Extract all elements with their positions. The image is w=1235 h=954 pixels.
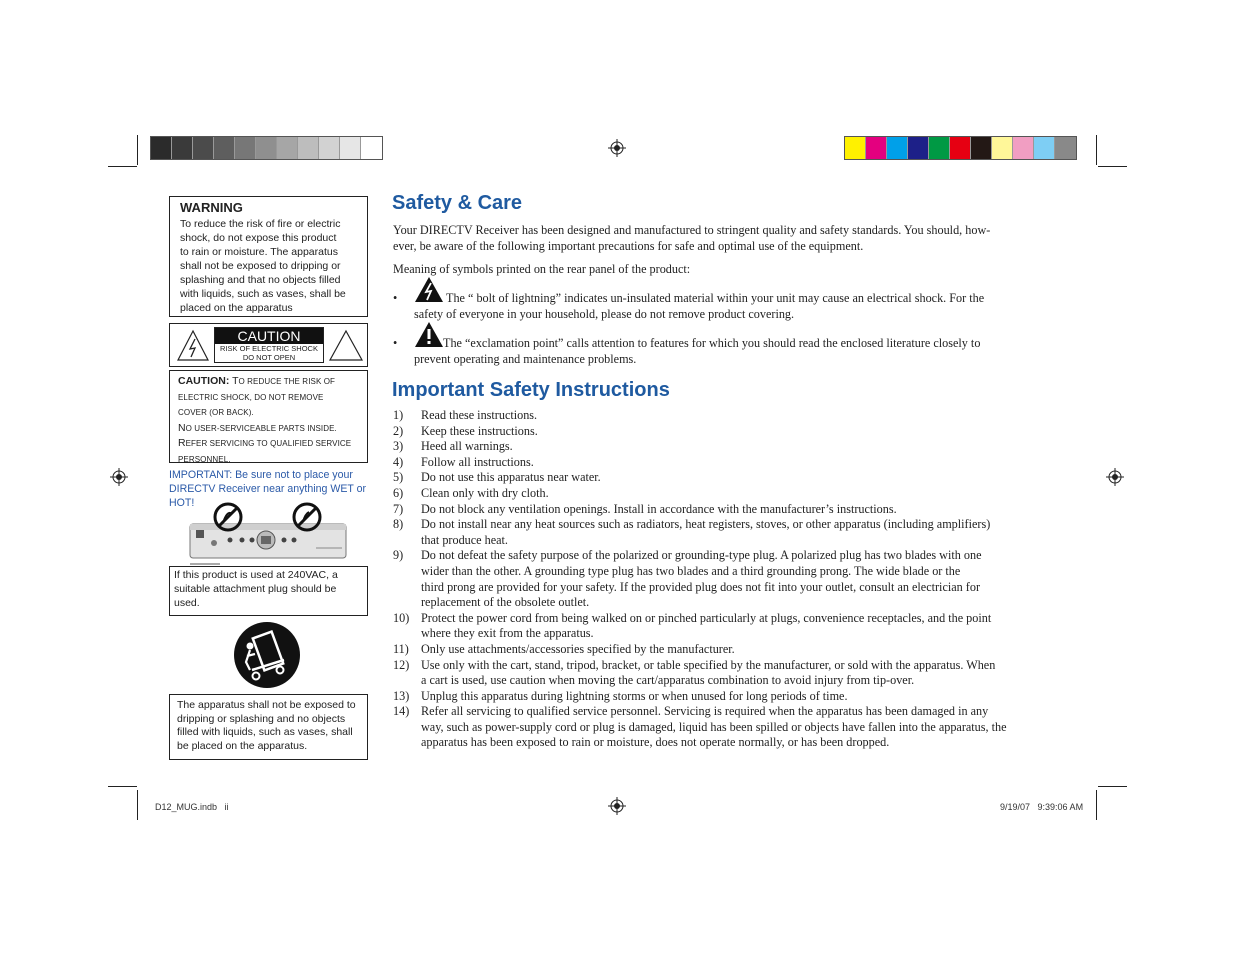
instruction-number: 9) [393,548,404,563]
instruction-text: Unplug this apparatus during lightning storms or when unused for long periods of time. [421,688,848,703]
caution-label-panel [214,327,324,363]
receiver-no-wet-hot-illustration [186,500,350,568]
instruction-item [393,704,1033,751]
warning-box [169,196,368,317]
gray-swatch-4 [214,137,235,159]
crop-mark-br-v [1096,790,1097,820]
instruction-item [393,548,1033,610]
registration-mark-bottom-icon [608,797,626,815]
instruction-text: wider than the other. A grounding type plug has two blades and a third grounding prong. The wide blade or the [421,563,961,578]
symbols-intro: Meaning of symbols printed on the rear panel of the product: [393,262,691,276]
instruction-number: 3) [393,439,404,454]
instruction-text: Read these instructions. [421,408,538,422]
warning-line: to rain or moisture. The apparatus [180,246,338,258]
instruction-item [393,502,1033,518]
caution-line-3: COVER (OR BACK). [178,408,254,417]
exclamation-triangle-outline-icon [328,329,364,362]
instruction-text: Keep these instructions. [421,423,538,438]
caution-line-2: ELECTRIC SHOCK, DO NOT REMOVE [178,392,324,402]
caution-label-title: CAUTION [215,328,323,344]
warning-title: WARNING [180,200,243,215]
crop-mark-tr-v [1096,135,1097,165]
instruction-item [393,689,1033,705]
gray-swatch-9 [319,137,340,159]
caution-lead: CAUTION: [178,375,230,387]
instruction-item [393,439,1033,455]
crop-mark-tl-v [137,135,138,165]
color-swatch-5 [929,137,950,159]
caution-label-box [169,323,368,367]
plug-note-box [169,566,368,616]
exclamation-point-triangle-icon [414,321,444,348]
gray-swatch-11 [361,137,382,159]
instruction-item [393,658,1033,689]
warning-line: placed on the apparatus [180,302,293,314]
instruction-text: Heed all warnings. [421,439,513,454]
instruction-number: 7) [393,501,404,516]
instruction-text: third prong are provided for your safety. If the provided plug does not fit into your outlet, consult an electrician for [421,579,980,594]
registration-mark-right-icon [1106,468,1124,486]
gray-swatch-1 [151,137,172,159]
instruction-number: 8) [393,517,404,532]
crop-mark-bl-h [108,786,137,787]
warning-line: splashing and that no objects filled [180,274,341,286]
lightning-triangle-icon [176,329,210,362]
warning-line: with liquids, such as vases, shall be [180,288,346,300]
instruction-text: Do not defeat the safety purpose of the polarized or grounding-type plug. A polarized plug has two blades with one [421,548,982,563]
instruction-text: a cart is used, use caution when moving the cart/apparatus combination to avoid injury from tip-over. [421,673,915,688]
instruction-text: Refer all servicing to qualified service personnel. Servicing is required when the apparatus has been damaged in any [421,704,989,719]
instruction-text: way, such as power-supply cord or plug is damaged, liquid has been spilled or objects have fallen into the apparatus, the [421,719,1007,734]
cart-tipover-warning-icon [232,620,302,690]
plug-note-text: If this product is used at 240VAC, a suitable attachment plug should be used. [174,569,338,609]
instruction-text: Do not block any ventilation openings. Install in accordance with the manufacturer’s instructions. [421,501,897,516]
instruction-item [393,486,1033,502]
instruction-number: 5) [393,470,404,485]
instruction-text: replacement of the obsolete outlet. [421,595,590,610]
caution-line-5: REFER SERVICING TO QUALIFIED SERVICE [178,437,352,449]
instruction-item [393,642,1033,658]
instruction-number: 6) [393,485,404,500]
safety-intro: Your DIRECTV Receiver has been designed and manufactured to stringent quality and safety standards. You should, how- ever, be aware of the following important precautions for safe and optimal use of the equipment. [393,223,991,253]
instruction-text: Use only with the cart, stand, tripod, bracket, or table specified by the manufacturer, or sold with the apparatus. When [421,657,996,672]
crop-mark-tr-h [1098,166,1127,167]
color-swatch-7 [971,137,992,159]
registration-mark-left-icon [110,468,128,486]
instruction-number: 1) [393,408,404,422]
footer-file-label: D12_MUG.indb ii [155,802,229,812]
instruction-text: Do not install near any heat sources such as radiators, heat registers, stoves, or other apparatus (including amplifiers) [421,517,991,532]
instruction-item [393,611,1033,642]
color-swatch-10 [1034,137,1055,159]
gray-swatch-6 [256,137,277,159]
warning-line: To reduce the risk of fire or electric [180,218,341,230]
instruction-text: Do not use this apparatus near water. [421,470,601,485]
caution-line-6: PERSONNEL. [178,454,231,464]
grayscale-color-bar [150,136,383,160]
caution-line-4: NO USER-SERVICEABLE PARTS INSIDE. [178,421,337,434]
color-swatch-11 [1055,137,1076,159]
registration-mark-top-icon [608,139,626,157]
instruction-item [393,517,1033,548]
caution-label-line1: RISK OF ELECTRIC SHOCK [220,344,318,353]
instruction-number: 4) [393,454,404,469]
safety-instructions-heading: Important Safety Instructions [392,379,670,401]
instruction-text: where they exit from the apparatus. [421,626,594,641]
color-swatch-4 [908,137,929,159]
caution-text-box [169,370,368,463]
instruction-number: 2) [393,423,404,438]
crop-mark-tl-h [108,166,137,167]
instruction-text: Protect the power cord from being walked on or pinched particularly at plugs, convenience receptacles, and the point [421,610,992,625]
safety-care-heading: Safety & Care [392,192,523,214]
instruction-number: 13) [393,688,410,703]
gray-swatch-3 [193,137,214,159]
warning-line: shock, do not expose this product [180,232,337,244]
instruction-number: 11) [393,641,409,656]
important-note: IMPORTANT: Be sure not to place your DIRECTV Receiver near anything WET or HOT! [169,469,367,509]
color-swatch-8 [992,137,1013,159]
instruction-text: Clean only with dry cloth. [421,485,549,500]
caution-line-1: CAUTION: TO REDUCE THE RISK OF [178,375,336,387]
bullet-exclamation: • The “exclamation point” calls attention to features for which you should read the enclosed literature closely to prevent operating and maintenance problems. [393,321,1033,367]
instruction-number: 14) [393,704,410,719]
instruction-number: 10) [393,610,410,625]
warning-text [180,217,359,315]
gray-swatch-8 [298,137,319,159]
footer-timestamp: 9/19/07 9:39:06 AM [1000,802,1084,812]
apparatus-note-box [169,694,368,760]
gray-swatch-2 [172,137,193,159]
instruction-text: apparatus has been exposed to rain or moisture, does not operate normally, or has been dropped. [421,735,890,750]
color-swatch-9 [1013,137,1034,159]
color-swatch-3 [887,137,908,159]
caution-label-line2: DO NOT OPEN [242,353,296,362]
gray-swatch-5 [235,137,256,159]
instruction-text: that produce heat. [421,532,508,547]
instruction-text: Only use attachments/accessories specified by the manufacturer. [421,641,735,656]
process-color-bar [844,136,1077,160]
instruction-item [393,424,1033,440]
instruction-text: Follow all instructions. [421,454,534,469]
color-swatch-6 [950,137,971,159]
crop-mark-br-h [1098,786,1127,787]
instruction-item [393,408,1033,424]
instruction-item [393,470,1033,486]
instruction-item [393,455,1033,471]
gray-swatch-10 [340,137,361,159]
color-swatch-2 [866,137,887,159]
gray-swatch-7 [277,137,298,159]
crop-mark-bl-v [137,790,138,820]
apparatus-note-text: The apparatus shall not be exposed to dripping or splashing and no objects filled with liquids, such as vases, shall be placed on the apparatus. [177,699,356,752]
color-swatch-1 [845,137,866,159]
instruction-number: 12) [393,657,410,672]
bullet-lightning: • The “ bolt of lightning” indicates un-insulated material within your unit may cause an electrical shock. For the safety of everyone in your household, please do not remove product covering. [393,276,1033,322]
warning-line: shall not be exposed to dripping or [180,260,341,272]
lightning-bolt-triangle-icon [414,276,444,303]
safety-instructions-list [393,408,1033,751]
